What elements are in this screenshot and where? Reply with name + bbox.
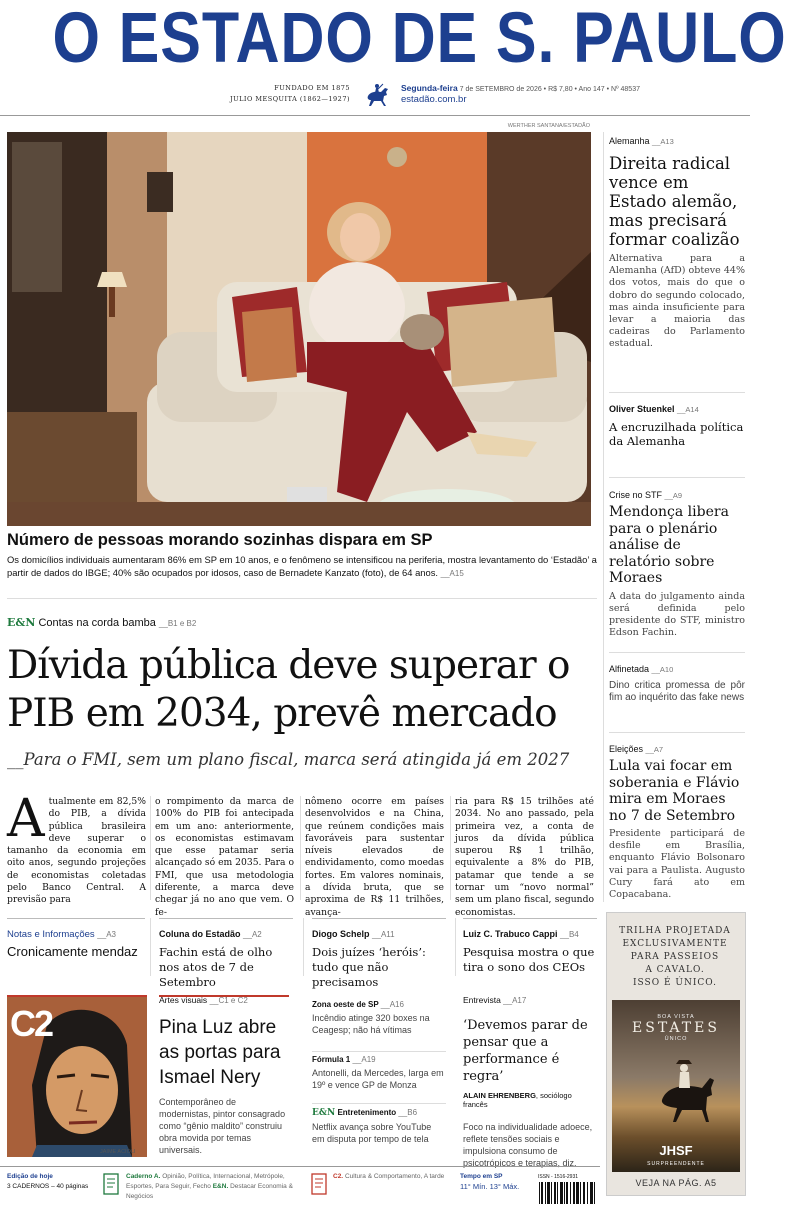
masthead-title: O ESTADO DE S. PAULO: [52, 0, 787, 78]
kicker: Fórmula 1 __A19: [312, 1055, 376, 1064]
headline: Lula vai focar em soberania e Flávio mira em Moraes no 7 de Setembro: [609, 758, 740, 824]
lead-headline[interactable]: [7, 642, 603, 738]
kicker: Eleições __A7: [609, 744, 664, 754]
edition-value: 3 CADERNOS – 40 páginas: [7, 1183, 89, 1190]
small-item-f1[interactable]: [312, 1055, 446, 1091]
small-item-netflix[interactable]: [312, 1108, 446, 1145]
newspaper-icon: [102, 1172, 122, 1196]
page-ref: A10: [659, 665, 674, 674]
weather-min: 11° Mín.: [460, 1182, 488, 1191]
summary: Antonelli, da Mercedes, larga em 19º e vence GP de Monza: [312, 1068, 444, 1090]
en-section-logo: E&N: [7, 616, 36, 629]
body-column-1: [7, 789, 146, 906]
c2-rule: [159, 995, 289, 997]
page-ref: C1 e C2: [218, 996, 248, 1005]
page-ref: A7: [653, 745, 664, 754]
newspaper-icon: [310, 1172, 330, 1196]
headline: ‘Devemos parar de pensar que a performance é regra’: [463, 1018, 588, 1084]
footer-bar: [0, 1166, 600, 1204]
kicker: Alfinetada __A10: [609, 664, 674, 674]
headline: Pesquisa mostra o que tira o sono dos CEOs: [463, 945, 595, 974]
byline-role: , sociólogo francês: [463, 1091, 572, 1109]
c2-story[interactable]: [159, 995, 289, 1156]
divider: [7, 598, 597, 599]
page-ref: B6: [407, 1108, 418, 1117]
column-rule: [303, 918, 304, 976]
separator: [609, 392, 745, 393]
kicker: Artes visuais __C1 e C2: [159, 995, 248, 1005]
kicker: Luiz C. Trabuco Cappi __B4: [463, 929, 579, 939]
headline: Direita radical vence em Estado alemão, mas precisará formar coalizão: [609, 154, 740, 249]
summary: Alternativa para a Alemanha (AfD) obteve 44% dos votos, mais do que o dobro do segundo colocado, mas ainda insuficiente para levar a maioria das cadeiras do Parlamento estadual.: [609, 253, 745, 350]
page-ref: A16: [389, 1000, 404, 1009]
ad-line: A CAVALO.: [645, 965, 705, 975]
byline-name: ALAIN EHRENBERG: [463, 1091, 536, 1100]
right-column-rule: [603, 132, 604, 902]
ad-brand-sub: SURPREENDENTE: [647, 1161, 705, 1167]
section-b-label: E&N.: [212, 1183, 229, 1190]
box-notas[interactable]: [7, 918, 145, 976]
headline: A encruzilhada política da Alemanha: [609, 420, 744, 448]
founded-info: [230, 83, 350, 105]
lead-deck: [7, 750, 597, 769]
page-ref: A3: [106, 930, 116, 939]
c2-credit: JAIME ACIOLI: [100, 1149, 136, 1155]
right-item-stf[interactable]: [609, 490, 745, 639]
masthead-divider: [0, 115, 750, 116]
horse-rider-icon: [362, 82, 392, 108]
weather-max: 13° Máx.: [489, 1182, 520, 1191]
weather-label: Tempo em SP: [460, 1173, 503, 1180]
kicker: Coluna do Estadão __A2: [159, 929, 262, 939]
section-a-text: Opinião, Política, Internacional, Metrópole, Esportes, Para Seguir, Fecho: [126, 1173, 285, 1190]
kicker-text: Entrevista: [463, 995, 501, 1005]
summary: Foco na individualidade adoece, reflete tensões sociais e impulsiona consumo de psicotrópicos e terapias, diz.: [463, 1122, 593, 1168]
ad-line: EXCLUSIVAMENTE: [622, 939, 728, 949]
ad-img-title: ESTATES: [632, 1020, 720, 1036]
horse-rider-icon: [612, 1040, 740, 1130]
section-a-label: Caderno A.: [126, 1173, 161, 1180]
photo-caption-text: [7, 553, 597, 580]
lead-body: [7, 789, 597, 918]
box-coluna[interactable]: [159, 918, 293, 989]
separator: [609, 732, 745, 733]
website-link[interactable]: estadão.com.br: [401, 94, 467, 105]
separator: [312, 1103, 446, 1104]
summary: Presidente participará de desfile em Brasília, enquanto Flávio Bolsonaro vai para a Paulista. Augusto Cury fará ato em Copacabana.: [609, 828, 745, 901]
page-ref: A17: [512, 996, 527, 1005]
date-rest: 7 de SETEMBRO de 2026 • R$ 7,80 • Ano 147 • Nº 48537: [457, 86, 640, 93]
kicker-text: Alfinetada: [609, 664, 650, 674]
kicker: Notas e Informações __A3: [7, 929, 116, 940]
section-c-label: C2.: [333, 1173, 344, 1180]
photo-caption-headline[interactable]: Número de pessoas morando sozinhas dispara em SP: [7, 531, 433, 549]
headline: Fachin está de olho nos atos de 7 de Setembro: [159, 945, 273, 989]
caption-page-ref: A15: [449, 569, 464, 578]
weather-info: [460, 1172, 535, 1192]
founder-line: JULIO MESQUITA (1862—1927): [230, 95, 350, 103]
lead-kicker-text: Contas na corda bamba: [38, 617, 156, 629]
byline: [463, 1091, 597, 1109]
ad-line: TRILHA PROJETADA: [619, 926, 731, 936]
kicker: Entrevista __A17: [463, 995, 527, 1005]
headline-line-1: Dívida pública deve superar o: [7, 643, 570, 688]
ad-brand: JHSF: [659, 1143, 693, 1158]
summary: Contemporâneo de modernistas, pintor consagrado como “gênio maldito” construiu obra movida por temas universais.: [159, 1097, 286, 1155]
photo-credit: WERTHER SANTANA/ESTADÃO: [507, 123, 590, 129]
column-rule: [150, 918, 151, 976]
column-rule: [450, 796, 451, 900]
kicker: Crise no STF __A9: [609, 490, 683, 500]
kicker: Diogo Schelp __A11: [312, 929, 395, 939]
edition-info: [7, 1172, 97, 1192]
box-trabuco[interactable]: [463, 918, 597, 976]
page-ref: A19: [361, 1055, 376, 1064]
ad-line: PARA PASSEIOS: [630, 952, 720, 962]
page-ref: __A15: [440, 569, 464, 578]
body-column-4: ria para R$ 15 trilhões até 2034. No ano passado, pela primeira vez, a conta de juros da dívida pública superou R$ 1 trilhão, equivalente a 8% do PIB, patamar que tende a se tornar um “novo normal” sem um plano fiscal, segundo economistas.: [455, 796, 594, 918]
right-item-eleicoes[interactable]: [609, 744, 745, 901]
right-item-stuenkel[interactable]: [609, 404, 745, 448]
page-ref: A11: [380, 930, 395, 939]
kicker-text: Artes visuais: [159, 995, 208, 1005]
summary: A data do julgamento ainda será definida pelo presidente do STF, ministro Edson Fachin.: [609, 590, 745, 639]
kicker: E&N Entretenimento __B6: [312, 1108, 418, 1118]
column-rule: [455, 918, 456, 976]
ad-img-sub: ÚNICO: [664, 1036, 688, 1042]
kicker-text: Luiz C. Trabuco Cappi: [463, 929, 558, 939]
barcode-icon: [538, 1182, 596, 1206]
body-column-3: nômeno ocorre em países desenvolvidos e na China, que reúnem condições mais favoráveis para sustentar níveis elevados de endividamento, como moedas fortes. Em valores nominais, a dívida bruta, que se aproxima de R$ 11 trilhões, avança-: [305, 796, 444, 918]
page-ref: B4: [568, 930, 579, 939]
section-b-text: Destacar Economia & Negócios: [126, 1183, 293, 1200]
deck-dash: __: [7, 750, 24, 769]
kicker-text: Notas e Informações: [7, 929, 95, 940]
ad-tagline: [605, 925, 745, 990]
lead-page-ref: B1 e B2: [167, 619, 197, 628]
kicker-text: Diogo Schelp: [312, 929, 370, 939]
section-a-info: [126, 1172, 306, 1202]
small-item-ceagesp[interactable]: [312, 1000, 446, 1036]
right-item-alfinetada[interactable]: [609, 664, 745, 704]
c2-logo: [10, 1003, 52, 1045]
kicker-text: Fórmula 1: [312, 1055, 351, 1064]
kicker-text: Alemanha: [609, 136, 650, 146]
kicker-text: Zona oeste de SP: [312, 1000, 379, 1009]
section-c-text: Cultura & Comportamento, A tarde: [344, 1173, 445, 1180]
body-column-2: o rompimento da marca de 100% do PIB foi antecipada em um ano: anteriormente, os economistas estimavam que esse patamar seria alcançado só em 2035. Para o FMI, que usa metodologia diferente, a marca deve chegar já no ano que vem. O fe-: [155, 796, 294, 918]
headline: Cronicamente mendaz: [7, 944, 138, 959]
column-rule: [300, 796, 301, 900]
headline-line-2: PIB em 2034, prevê mercado: [7, 691, 557, 736]
ad-page-ref: VEJA NA PÁG. A5: [635, 1178, 717, 1188]
ad-line: ISSO É ÚNICO.: [632, 978, 717, 988]
section-c-info: [333, 1172, 451, 1182]
edition-label: Edição de hoje: [7, 1173, 53, 1180]
deck-text: Para o FMI, sem um plano fiscal, marca será atingida já em 2027: [23, 750, 570, 769]
founded-line: FUNDADO EM 1875: [274, 84, 350, 92]
page-ref: A2: [251, 930, 262, 939]
right-item-alemanha[interactable]: [609, 136, 745, 351]
ad-photo: [612, 1000, 740, 1172]
c2-logo-text: C2: [10, 1003, 53, 1044]
kicker: Zona oeste de SP __A16: [312, 1000, 404, 1009]
kicker: Alemanha __A13: [609, 136, 674, 146]
box-schelp[interactable]: [312, 918, 446, 989]
kicker-text: Entretenimento: [337, 1108, 397, 1117]
c2-rule: [7, 995, 147, 997]
kicker-text: Crise no STF: [609, 490, 663, 500]
lead-kicker: E&N Contas na corda bamba __B1 e B2: [7, 616, 197, 629]
summary: Netflix avança sobre YouTube em disputa por tempo de tela: [312, 1122, 432, 1144]
date-day: Segunda-feira: [401, 83, 458, 93]
separator: [609, 477, 745, 478]
issn: ISSN - 1516-2931: [538, 1174, 579, 1180]
kicker: Oliver Stuenkel __A14: [609, 404, 699, 414]
separator: [609, 652, 745, 653]
page-ref: A9: [672, 491, 683, 500]
page-ref: A14: [685, 405, 699, 414]
headline: Pina Luz abre as portas para Ismael Nery: [159, 1017, 281, 1088]
barcode-block: [538, 1172, 598, 1210]
col-1-text: tualmente em 82,5% do PIB, a dívida pública brasileira deve superar o tamanho da economia em oito anos, segundo projeções de economistas coletadas pelo Banco Central. A previsão para: [7, 796, 146, 906]
dropcap: A: [7, 789, 45, 849]
page-ref: A13: [660, 137, 674, 146]
kicker-text: Oliver Stuenkel: [609, 404, 675, 414]
interview-story[interactable]: [463, 995, 597, 1169]
summary: Incêndio atinge 320 boxes na Ceagesp; não há vítimas: [312, 1013, 430, 1035]
headline: Dois juízes ‘heróis’: tudo que não precisamos: [312, 945, 426, 989]
ad-img-top: BOA VISTA: [657, 1014, 695, 1020]
caption-body: Os domicílios individuais aumentaram 86% em SP em 10 anos, e o fenômeno se intensificou na periferia, mostra levantamento do ‘Estadão’ a partir de dados do IBGE; 40% são ocupados por idosos, caso de Bernadete Kanzato (foto), de 64 anos.: [7, 554, 597, 578]
kicker-text: Eleições: [609, 744, 644, 754]
headline: Mendonça libera para o plenário análise de relatório sobre Moraes: [609, 504, 729, 586]
summary: Dino critica promessa de pôr fim ao inquérito das fake news: [609, 680, 745, 704]
column-rule: [150, 796, 151, 900]
separator: [312, 1051, 446, 1052]
main-photo: [7, 132, 591, 526]
kicker-text: Coluna do Estadão: [159, 929, 241, 939]
